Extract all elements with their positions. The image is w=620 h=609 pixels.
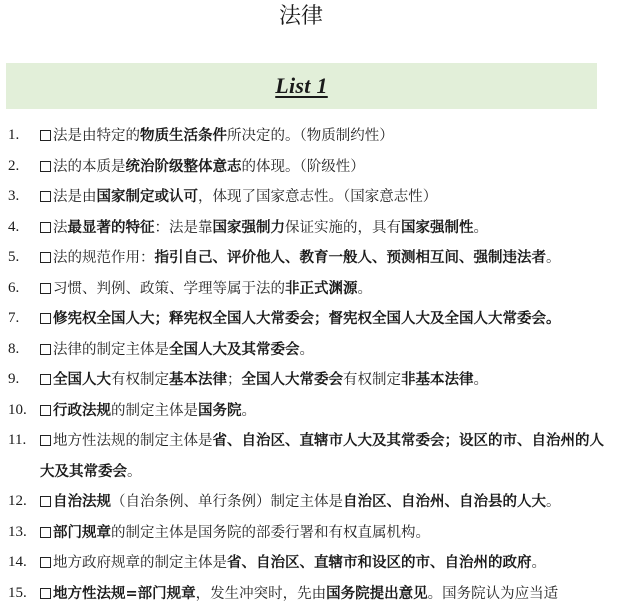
checkbox-icon[interactable] <box>40 496 51 507</box>
item-text: 法的规范作用： <box>53 250 155 266</box>
checkbox-icon[interactable] <box>40 405 51 416</box>
item-text: 地方性法规的制定主体是 <box>53 433 213 449</box>
bold-text: 非基本法律 <box>401 371 474 388</box>
item-text: 。 <box>546 250 561 266</box>
list-item <box>0 152 620 183</box>
list-item <box>0 335 620 366</box>
checkbox-icon[interactable] <box>40 161 51 172</box>
list-item <box>0 487 620 518</box>
item-text: （自治条例、单行条例）制定主体是 <box>111 494 343 510</box>
item-text: 法 <box>53 220 68 236</box>
item-text: 。 <box>242 403 257 419</box>
item-text: 地方政府规章的制定主体是 <box>53 555 227 571</box>
bold-text: 自治区、自治州、自治县的人大 <box>343 493 546 510</box>
list-item <box>0 121 620 152</box>
item-text: 有权制定 <box>111 372 169 388</box>
item-number: 13. <box>8 518 27 548</box>
item-text: ：法是靠 <box>155 220 213 236</box>
bold-text: 指引自己、评价他人、教育一般人、预测相互间、强制违法者 <box>155 249 547 266</box>
item-number: 8. <box>8 335 19 365</box>
list-item <box>0 426 620 487</box>
item-number: 5. <box>8 243 19 273</box>
bold-text: 国务院 <box>198 402 242 419</box>
item-text: 。 <box>300 342 315 358</box>
checkbox-icon[interactable] <box>40 191 51 202</box>
list-item <box>0 365 620 396</box>
item-number: 2. <box>8 152 19 182</box>
checklist <box>0 121 620 609</box>
item-text: 。 <box>474 372 489 388</box>
item-text: 法是由特定的 <box>53 128 140 144</box>
item-text: 法是由 <box>53 189 97 205</box>
item-number: 3. <box>8 182 19 212</box>
checkbox-icon[interactable] <box>40 130 51 141</box>
item-text: 。 <box>546 494 561 510</box>
item-number: 9. <box>8 365 19 395</box>
item-number: 7. <box>8 304 19 334</box>
bold-text: 基本法律 <box>169 371 227 388</box>
item-text: 习惯、判例、政策、学理等属于法的 <box>53 281 285 297</box>
item-text: ； <box>227 372 242 388</box>
bold-text: 全国人大常委会 <box>242 371 344 388</box>
item-text: 。 <box>358 281 373 297</box>
item-text: 法的本质是 <box>53 159 126 175</box>
bold-text: 国家强制性 <box>401 219 474 236</box>
item-text: 的体现。（阶级性） <box>242 159 365 175</box>
bold-text: 修宪权全国人大；释宪权全国人大常委会；督宪权全国人大及全国人大常委会。 <box>53 310 561 327</box>
item-text: 。 <box>532 555 547 571</box>
item-text: 保证实施的，具有 <box>285 220 401 236</box>
item-text: 。国务院认为应当适 <box>428 586 559 602</box>
bold-text: 国家强制力 <box>213 219 286 236</box>
item-text: 。 <box>127 464 142 480</box>
list-item <box>0 548 620 579</box>
checkbox-icon[interactable] <box>40 283 51 294</box>
item-number: 4. <box>8 213 19 243</box>
checkbox-icon[interactable] <box>40 252 51 263</box>
checkbox-icon[interactable] <box>40 344 51 355</box>
checkbox-icon[interactable] <box>40 374 51 385</box>
list-item <box>0 304 620 335</box>
item-text: 。 <box>474 220 489 236</box>
list-item <box>0 579 620 609</box>
bold-text: 统治阶级整体意志 <box>126 158 242 175</box>
list-item <box>0 182 620 213</box>
checkbox-icon[interactable] <box>40 588 51 599</box>
bold-text: 地方性法规=部门规章 <box>53 585 196 602</box>
item-number: 11. <box>8 426 26 456</box>
bold-text: 自治法规 <box>53 493 111 510</box>
bold-text: 省、自治区、直辖市人大及其常委会；设区的市、自治州的人大及其常委会 <box>40 432 604 480</box>
item-number: 12. <box>8 487 27 517</box>
item-number: 14. <box>8 548 27 578</box>
list-item <box>0 274 620 305</box>
item-number: 6. <box>8 274 19 304</box>
page-title: 法律 <box>0 2 602 32</box>
item-text: 法律的制定主体是 <box>53 342 169 358</box>
item-number: 15. <box>8 579 27 609</box>
item-text: ，发生冲突时，先由 <box>196 586 327 602</box>
item-text: ，体现了国家意志性。（国家意志性） <box>198 189 437 205</box>
checkbox-icon[interactable] <box>40 435 51 446</box>
bold-text: 省、自治区、直辖市和设区的市、自治州的政府 <box>227 554 532 571</box>
bold-text: 国务院提出意见 <box>326 585 428 602</box>
item-text: 有权制定 <box>343 372 401 388</box>
bold-text: 非正式渊源 <box>285 280 358 297</box>
bold-text: 行政法规 <box>53 402 111 419</box>
checkbox-icon[interactable] <box>40 527 51 538</box>
bold-text: 全国人大及其常委会 <box>169 341 300 358</box>
checkbox-icon[interactable] <box>40 222 51 233</box>
checkbox-icon[interactable] <box>40 557 51 568</box>
item-number: 10. <box>8 396 27 426</box>
item-text: 的制定主体是 <box>111 403 198 419</box>
item-text: 所决定的。（物质制约性） <box>227 128 394 144</box>
list-item <box>0 396 620 427</box>
list-item <box>0 213 620 244</box>
list-item <box>0 518 620 549</box>
bold-text: 国家制定或认可 <box>97 188 199 205</box>
item-number: 1. <box>8 121 19 151</box>
list-item <box>0 243 620 274</box>
section-banner <box>6 63 597 109</box>
item-text: 的制定主体是国务院的部委行署和有权直属机构。 <box>111 525 430 541</box>
section-heading: List 1 <box>275 73 328 99</box>
bold-text: 全国人大 <box>53 371 111 388</box>
bold-text: 部门规章 <box>53 524 111 541</box>
checkbox-icon[interactable] <box>40 313 51 324</box>
bold-text: 最显著的特征 <box>68 219 155 236</box>
bold-text: 物质生活条件 <box>140 127 227 144</box>
